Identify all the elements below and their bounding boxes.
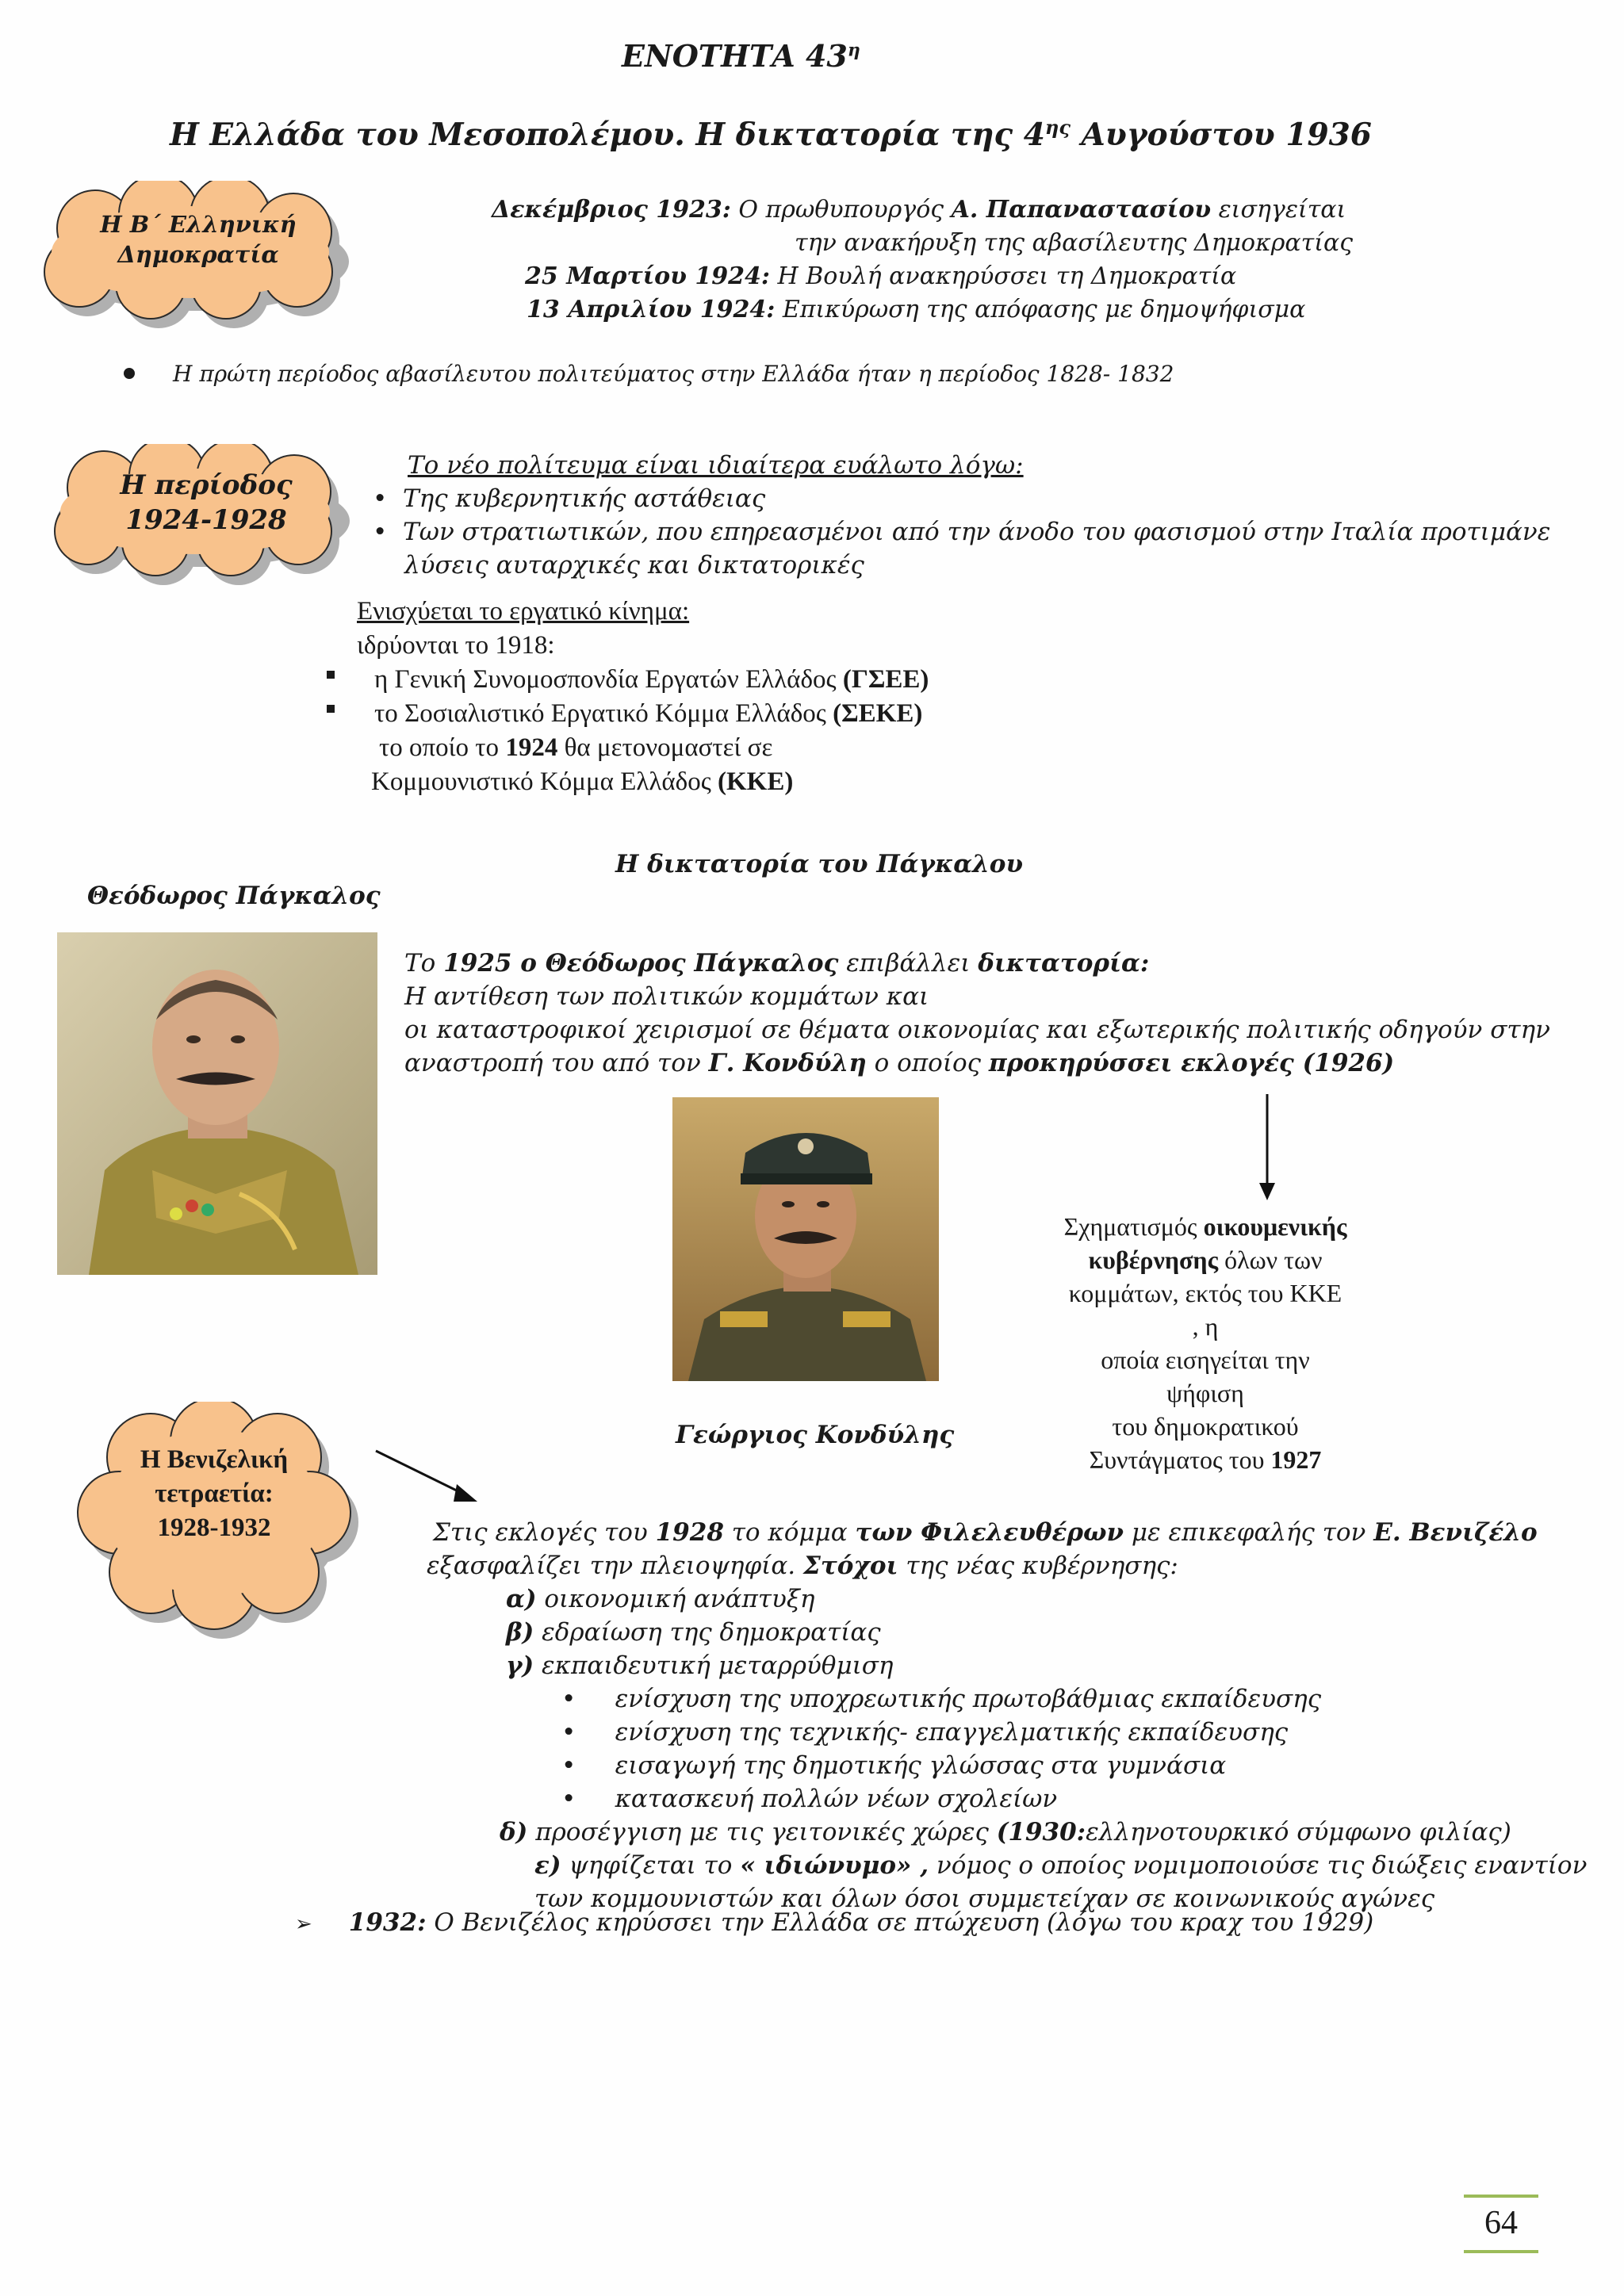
title-date: Αυγούστου 1936 <box>1070 117 1372 153</box>
cloud-republic-label <box>56 209 341 270</box>
period-bullet-2: • Των στρατιωτικών, που επηρεασμένοι από την άνοδο του φασισμού στην Ιταλία προτιμάνε <box>373 518 1551 546</box>
cloud-venizelos-line3: 1928-1932 <box>157 1513 271 1542</box>
gov-line-5: του δημοκρατικού <box>1112 1412 1299 1441</box>
labor-gsee: η Γενική Συνομοσπονδία Εργατών Ελλάδος (ΓΣΕΕ) <box>374 665 929 694</box>
arrow-diagonal-icon <box>373 1446 484 1510</box>
square-bullet <box>327 671 335 679</box>
kondylis-portrait <box>672 1097 939 1381</box>
bullet-dot: • <box>561 1685 615 1713</box>
period-text <box>373 449 1550 582</box>
goal-c-item: • εισαγωγή της δημοτικής γλώσσας στα γυμνάσια <box>561 1751 1227 1780</box>
bullet-dot: • <box>561 1718 615 1747</box>
bullet-dot: • <box>561 1785 615 1813</box>
labor-kke: Κομμουνιστικό Κόμμα Ελλάδος (ΚΚΕ) <box>371 767 794 796</box>
arrow-bullet-icon: ➢ <box>295 1912 312 1936</box>
cloud-venizelos-label <box>87 1443 341 1545</box>
cloud-period-line2: 1924-1928 <box>125 504 287 536</box>
pangalos-line-4: αναστροπή του από τον Γ. Κονδύλη ο οποίος προκηρύσσει εκλογές (1926) <box>404 1049 1395 1077</box>
period-heading: Το νέο πολίτευμα είναι ιδιαίτερα ευάλωτο λόγω: <box>408 451 1024 480</box>
unit-heading <box>622 38 860 74</box>
labor-seke: το Σοσιαλιστικό Εργατικό Κόμμα Ελλάδος (ΣΕΚΕ) <box>374 699 923 728</box>
goal-a: α) οικονομική ανάπτυξη <box>506 1585 815 1613</box>
kondylis-caption: Γεώργιος Κονδύλης <box>676 1421 955 1449</box>
government-text <box>1063 1210 1348 1476</box>
goal-c: γ) εκπαιδευτική μεταρρύθμιση <box>506 1651 894 1680</box>
pangalos-section-title: Η δικτατορία του Πάγκαλου <box>615 850 1023 878</box>
cloud-venizelos-line1: Η Βενιζελική <box>140 1445 289 1474</box>
first-period-bullet <box>124 368 135 379</box>
goal-e: ε) ψηφίζεται το « ιδιώνυμο» , νόμος ο οποίος νομιμοποιούσε τις διώξεις εναντίον <box>534 1851 1588 1880</box>
labor-rename: το οποίο το 1924 θα μετονομαστεί σε <box>379 733 773 762</box>
pangalos-portrait <box>57 932 377 1275</box>
republic-date-1-line2: την ανακήρυξη της αβασίλευτης Δημοκρατίας <box>795 229 1354 257</box>
labor-text <box>357 595 929 799</box>
goal-e-line2: των κομμουνιστών και όλων όσοι συμμετείχαν σε κοινωνικούς αγώνες <box>534 1885 1435 1913</box>
bullet-dot: • <box>373 484 403 513</box>
goal-b: β) εδραίωση της δημοκρατίας <box>506 1618 881 1647</box>
bullet-dot: • <box>561 1751 615 1780</box>
labor-heading: Ενισχύεται το εργατικό κίνημα: <box>357 597 690 626</box>
pangalos-text <box>404 947 1550 1080</box>
republic-dates <box>492 193 1353 327</box>
first-period-note: Η πρώτη περίοδος αβασίλευτου πολιτεύματος στην Ελλάδα ήταν η περίοδος 1828- 1832 <box>173 361 1174 387</box>
unit-sup: η <box>847 40 860 61</box>
labor-founded: ιδρύονται το 1918: <box>357 631 555 660</box>
goal-c-item: • ενίσχυση της υποχρεωτικής πρωτοβάθμιας εκπαίδευσης <box>561 1685 1322 1713</box>
gov-line-2: κυβέρνησης όλων των <box>1088 1246 1323 1274</box>
cloud-republic-line1: Η Β΄ Ελληνική <box>100 211 297 238</box>
gov-line-4: οποία εισηγείται την ψήφιση <box>1101 1345 1310 1407</box>
page-number-rule <box>1464 2195 1538 2198</box>
period-bullet-1: • Της κυβερνητικής αστάθειας <box>373 484 766 513</box>
pangalos-caption: Θεόδωρος Πάγκαλος <box>87 882 381 910</box>
republic-date-3: 13 Απριλίου 1924: Επικύρωση της απόφασης με δημοψήφισμα <box>527 296 1306 323</box>
page-number-rule-bottom <box>1464 2250 1538 2253</box>
gov-line-3: κομμάτων, εκτός του ΚΚΕ , η <box>1068 1279 1342 1341</box>
cloud-period-label <box>63 468 349 538</box>
republic-date-1: Δεκέμβριος 1923: Ο πρωθυπουργός Α. Παπαναστασίου εισηγείται <box>492 196 1346 224</box>
bullet-dot: • <box>373 518 403 546</box>
venizelos-line-1: Στις εκλογές του 1928 το κόμμα των Φιλελευθέρων με επικεφαλής τον Ε. Βενιζέλο <box>433 1518 1538 1547</box>
arrow-down-icon <box>1251 1094 1283 1203</box>
goal-d: δ) προσέγγιση με τις γειτονικές χώρες (1930:ελληνοτουρκικό σύμφωνο φιλίας) <box>500 1818 1511 1846</box>
crisis-line: ➢ 1932: Ο Βενιζέλος κηρύσσει την Ελλάδα σε πτώχευση (λόγω του κραχ του 1929) <box>295 1908 1374 1937</box>
goal-c-item: • ενίσχυση της τεχνικής- επαγγελματικής εκπαίδευσης <box>561 1718 1289 1747</box>
square-bullet <box>327 705 335 713</box>
goal-c-item: • κατασκευή πολλών νέων σχολείων <box>561 1785 1058 1813</box>
page-number: 64 <box>1484 2205 1518 2241</box>
cloud-venizelos-line2: τετραετία: <box>155 1479 274 1508</box>
title-text: Η Ελλάδα του Μεσοπολέμου. Η δικτατορία της 4 <box>170 117 1045 153</box>
cloud-republic-line2: Δημοκρατία <box>117 241 279 268</box>
pangalos-line-1: Το 1925 ο Θεόδωρος Πάγκαλος επιβάλλει δικτατορία: <box>404 949 1150 978</box>
republic-date-2: 25 Μαρτίου 1924: Η Βουλή ανακηρύσσει τη Δημοκρατία <box>525 262 1237 290</box>
page-title <box>170 116 1372 153</box>
venizelos-text <box>427 1516 1587 1915</box>
title-sup: ης <box>1044 116 1071 139</box>
pangalos-line-2: Η αντίθεση των πολιτικών κομμάτων και <box>404 982 929 1011</box>
unit-number: ΕΝΟΤΗΤΑ 43 <box>622 38 848 74</box>
gov-line-6: Συντάγματος του 1927 <box>1089 1445 1322 1474</box>
venizelos-line-2: εξασφαλίζει την πλειοψηφία. Στόχοι της νέας κυβέρνησης: <box>427 1552 1178 1580</box>
pangalos-line-3: οι καταστροφικοί χειρισμοί σε θέματα οικονομίας και εξωτερικής πολιτικής οδηγούν στην <box>404 1016 1550 1044</box>
gov-line-1: Σχηματισμός οικουμενικής <box>1063 1212 1347 1241</box>
period-bullet-2-line2: λύσεις αυταρχικές και δικτατορικές <box>404 551 864 580</box>
cloud-period-line1: Η περίοδος <box>120 469 293 501</box>
